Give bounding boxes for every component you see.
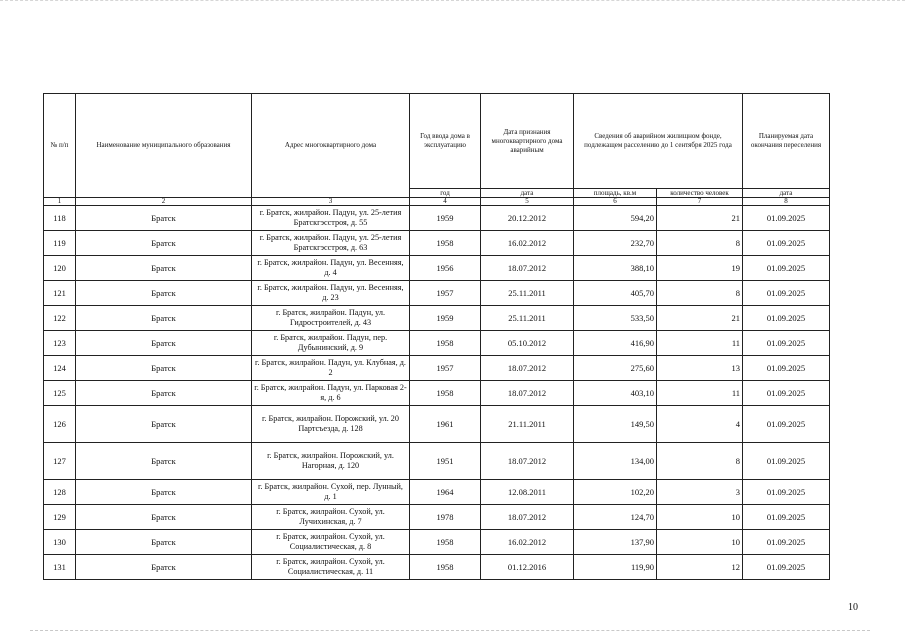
cell-people: 8 xyxy=(657,443,743,480)
table-row xyxy=(44,530,830,555)
cell-municipality: Братск xyxy=(76,381,252,406)
table-row xyxy=(44,555,830,580)
cell-people: 12 xyxy=(657,555,743,580)
cell-address: г. Братск, жилрайон. Падун, ул. 25-летия Братскгэсстроя, д. 55 xyxy=(252,206,410,231)
column-number-row xyxy=(44,198,830,206)
cell-address: г. Братск, жилрайон. Падун, ул. Парковая 2-я, д. 6 xyxy=(252,381,410,406)
cell-recognition-date: 18.07.2012 xyxy=(481,381,574,406)
cell-year: 1959 xyxy=(410,306,481,331)
cell-address: г. Братск, жилрайон. Сухой, ул. Социалистическая, д. 8 xyxy=(252,530,410,555)
cell-municipality: Братск xyxy=(76,480,252,505)
cell-no: 124 xyxy=(44,356,76,381)
cell-recognition-date: 16.02.2012 xyxy=(481,231,574,256)
cell-address: г. Братск, жилрайон. Падун, пер. Дубынинский, д. 9 xyxy=(252,331,410,356)
cell-no: 118 xyxy=(44,206,76,231)
cell-year: 1958 xyxy=(410,231,481,256)
header-recognition-date: Дата признания многоквартирного дома аварийным xyxy=(481,94,574,189)
subheader-planned: дата xyxy=(743,189,830,198)
subheader-year: год xyxy=(410,189,481,198)
cell-area: 275,60 xyxy=(574,356,657,381)
column-number: 4 xyxy=(410,198,481,206)
cell-recognition-date: 20.12.2012 xyxy=(481,206,574,231)
cell-people: 21 xyxy=(657,306,743,331)
cell-area: 134,00 xyxy=(574,443,657,480)
cell-year: 1958 xyxy=(410,381,481,406)
emergency-housing-table xyxy=(43,93,830,580)
cell-area: 137,90 xyxy=(574,530,657,555)
cell-year: 1957 xyxy=(410,281,481,306)
cell-area: 119,90 xyxy=(574,555,657,580)
cell-address: г. Братск, жилрайон. Порожский, ул. 20 Партсъезда, д. 128 xyxy=(252,406,410,443)
table-row xyxy=(44,480,830,505)
cell-area: 594,20 xyxy=(574,206,657,231)
cell-no: 119 xyxy=(44,231,76,256)
cell-area: 403,10 xyxy=(574,381,657,406)
cell-municipality: Братск xyxy=(76,256,252,281)
cell-planned-date: 01.09.2025 xyxy=(743,356,830,381)
cell-people: 4 xyxy=(657,406,743,443)
cell-municipality: Братск xyxy=(76,331,252,356)
cell-address: г. Братск, жилрайон. Порожский, ул. Нагорная, д. 120 xyxy=(252,443,410,480)
cell-year: 1961 xyxy=(410,406,481,443)
cell-planned-date: 01.09.2025 xyxy=(743,406,830,443)
table-row xyxy=(44,381,830,406)
header-municipality: Наименование муниципального образования xyxy=(76,94,252,198)
cell-recognition-date: 12.08.2011 xyxy=(481,480,574,505)
page-number: 10 xyxy=(848,602,858,613)
cell-area: 533,50 xyxy=(574,306,657,331)
cell-planned-date: 01.09.2025 xyxy=(743,231,830,256)
cell-no: 121 xyxy=(44,281,76,306)
cell-no: 125 xyxy=(44,381,76,406)
cell-address: г. Братск, жилрайон. Падун, ул. Весенняя, д. 23 xyxy=(252,281,410,306)
cell-planned-date: 01.09.2025 xyxy=(743,555,830,580)
header-planned-date: Планируемая дата окончания переселения xyxy=(743,94,830,189)
table-body xyxy=(44,206,830,580)
cell-year: 1957 xyxy=(410,356,481,381)
cell-recognition-date: 18.07.2012 xyxy=(481,256,574,281)
scan-edge-bottom xyxy=(30,630,870,632)
cell-recognition-date: 01.12.2016 xyxy=(481,555,574,580)
cell-people: 11 xyxy=(657,381,743,406)
table-row xyxy=(44,356,830,381)
cell-year: 1958 xyxy=(410,530,481,555)
cell-people: 8 xyxy=(657,281,743,306)
header-housing-info: Сведения об аварийном жилищном фонде, подлежащем расселению до 1 сентября 2025 года xyxy=(574,94,743,189)
table-row xyxy=(44,231,830,256)
cell-people: 10 xyxy=(657,530,743,555)
column-number: 1 xyxy=(44,198,76,206)
cell-municipality: Братск xyxy=(76,206,252,231)
table-row xyxy=(44,256,830,281)
cell-municipality: Братск xyxy=(76,555,252,580)
cell-address: г. Братск, жилрайон. Падун, ул. 25-летия Братскгэсстроя, д. 63 xyxy=(252,231,410,256)
cell-year: 1978 xyxy=(410,505,481,530)
header-no: № п/п xyxy=(44,94,76,198)
column-number: 6 xyxy=(574,198,657,206)
table-row xyxy=(44,281,830,306)
cell-year: 1956 xyxy=(410,256,481,281)
cell-people: 19 xyxy=(657,256,743,281)
table-row xyxy=(44,206,830,231)
cell-recognition-date: 25.11.2011 xyxy=(481,306,574,331)
cell-municipality: Братск xyxy=(76,443,252,480)
cell-municipality: Братск xyxy=(76,231,252,256)
subheader-people: количество человек xyxy=(657,189,743,198)
cell-recognition-date: 21.11.2011 xyxy=(481,406,574,443)
column-number: 3 xyxy=(252,198,410,206)
table-row xyxy=(44,505,830,530)
cell-no: 127 xyxy=(44,443,76,480)
subheader-area: площадь, кв.м xyxy=(574,189,657,198)
cell-planned-date: 01.09.2025 xyxy=(743,443,830,480)
cell-year: 1964 xyxy=(410,480,481,505)
cell-year: 1958 xyxy=(410,555,481,580)
header-year: Год ввода дома в эксплуатацию xyxy=(410,94,481,189)
cell-no: 120 xyxy=(44,256,76,281)
cell-no: 122 xyxy=(44,306,76,331)
cell-no: 123 xyxy=(44,331,76,356)
cell-year: 1958 xyxy=(410,331,481,356)
cell-municipality: Братск xyxy=(76,505,252,530)
cell-municipality: Братск xyxy=(76,306,252,331)
table-row xyxy=(44,406,830,443)
scan-edge-top xyxy=(0,0,905,9)
table-row xyxy=(44,443,830,480)
cell-no: 130 xyxy=(44,530,76,555)
cell-area: 416,90 xyxy=(574,331,657,356)
cell-planned-date: 01.09.2025 xyxy=(743,505,830,530)
cell-municipality: Братск xyxy=(76,356,252,381)
cell-people: 21 xyxy=(657,206,743,231)
column-number: 7 xyxy=(657,198,743,206)
column-number: 5 xyxy=(481,198,574,206)
cell-address: г. Братск, жилрайон. Падун, ул. Гидростроителей, д. 43 xyxy=(252,306,410,331)
cell-planned-date: 01.09.2025 xyxy=(743,331,830,356)
cell-year: 1951 xyxy=(410,443,481,480)
cell-no: 129 xyxy=(44,505,76,530)
cell-area: 124,70 xyxy=(574,505,657,530)
cell-recognition-date: 05.10.2012 xyxy=(481,331,574,356)
column-number: 2 xyxy=(76,198,252,206)
table-row xyxy=(44,331,830,356)
cell-planned-date: 01.09.2025 xyxy=(743,256,830,281)
table-header xyxy=(44,94,830,206)
cell-no: 128 xyxy=(44,480,76,505)
cell-address: г. Братск, жилрайон. Падун, ул. Клубная, д. 2 xyxy=(252,356,410,381)
cell-no: 131 xyxy=(44,555,76,580)
cell-municipality: Братск xyxy=(76,530,252,555)
cell-planned-date: 01.09.2025 xyxy=(743,480,830,505)
cell-planned-date: 01.09.2025 xyxy=(743,206,830,231)
cell-people: 3 xyxy=(657,480,743,505)
subheader-date: дата xyxy=(481,189,574,198)
cell-recognition-date: 18.07.2012 xyxy=(481,356,574,381)
cell-recognition-date: 18.07.2012 xyxy=(481,443,574,480)
cell-people: 11 xyxy=(657,331,743,356)
cell-area: 232,70 xyxy=(574,231,657,256)
cell-municipality: Братск xyxy=(76,406,252,443)
cell-people: 8 xyxy=(657,231,743,256)
cell-year: 1959 xyxy=(410,206,481,231)
cell-no: 126 xyxy=(44,406,76,443)
cell-address: г. Братск, жилрайон. Сухой, ул. Лучихинская, д. 7 xyxy=(252,505,410,530)
cell-people: 10 xyxy=(657,505,743,530)
column-number: 8 xyxy=(743,198,830,206)
cell-area: 405,70 xyxy=(574,281,657,306)
cell-recognition-date: 25.11.2011 xyxy=(481,281,574,306)
cell-area: 149,50 xyxy=(574,406,657,443)
table-row xyxy=(44,306,830,331)
cell-planned-date: 01.09.2025 xyxy=(743,530,830,555)
cell-planned-date: 01.09.2025 xyxy=(743,381,830,406)
header-address: Адрес многоквартирного дома xyxy=(252,94,410,198)
cell-recognition-date: 18.07.2012 xyxy=(481,505,574,530)
cell-address: г. Братск, жилрайон. Падун, ул. Весенняя, д. 4 xyxy=(252,256,410,281)
cell-area: 388,10 xyxy=(574,256,657,281)
cell-people: 13 xyxy=(657,356,743,381)
cell-recognition-date: 16.02.2012 xyxy=(481,530,574,555)
cell-address: г. Братск, жилрайон. Сухой, пер. Лунный, д. 1 xyxy=(252,480,410,505)
cell-planned-date: 01.09.2025 xyxy=(743,306,830,331)
cell-municipality: Братск xyxy=(76,281,252,306)
cell-planned-date: 01.09.2025 xyxy=(743,281,830,306)
cell-area: 102,20 xyxy=(574,480,657,505)
cell-address: г. Братск, жилрайон. Сухой, ул. Социалистическая, д. 11 xyxy=(252,555,410,580)
